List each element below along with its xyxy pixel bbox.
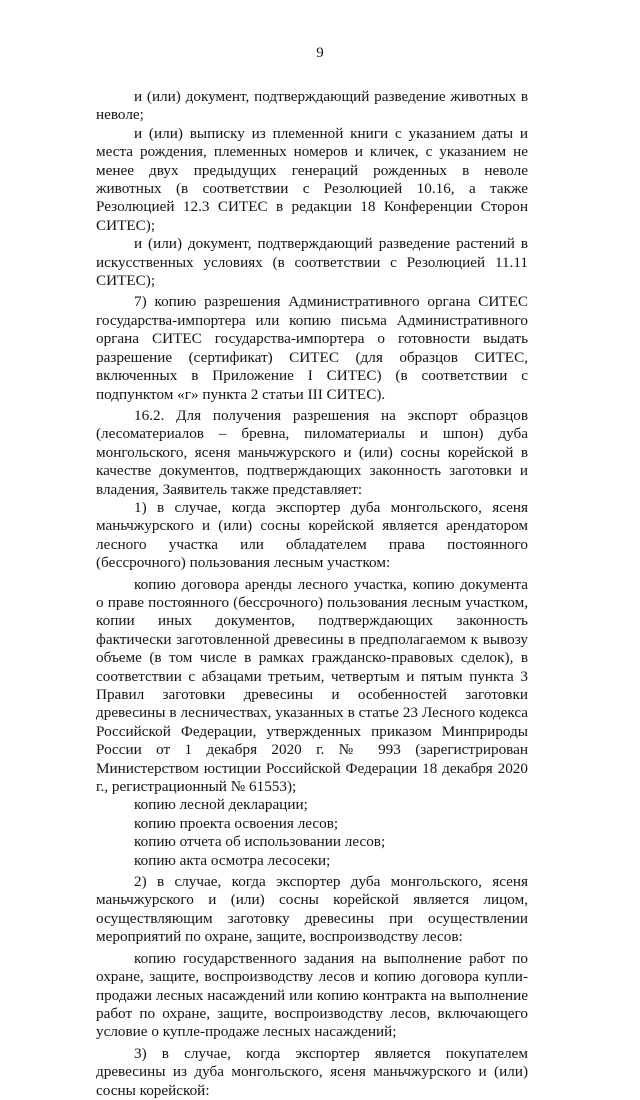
- paragraph-forest-declaration: копию лесной декларации;: [134, 796, 308, 814]
- paragraph-case-1: 1) в случае, когда экспортер дуба монгольского, ясеня маньчжурского и (или) сосны корейской является арендатором лесного участка или обладателем права постоянного (бессрочного) пользования лесным участком:: [96, 498, 528, 572]
- document-body: [96, 88, 528, 1100]
- paragraph-case-3: 3) в случае, когда экспортер является покупателем древесины из дуба монгольского, ясеня маньчжурского и (или) сосны корейской:: [96, 1044, 528, 1099]
- page-number: 9: [316, 45, 324, 61]
- paragraph-lease-agreement: копию договора аренды лесного участка, копию документа о праве постоянного (бессрочного) пользования лесным участком, копии иных документов, подтверждающих законность фактически заготовленной древесины в предполагаемом к вывозу объеме (в том числе в рамках гражданско-правовых сделок), в соответствии с абзацами третьим, четвертым и пятым пункта 3 Правил заготовки древесины и особенностей заготовки древесины в лесничествах, указанных в статье 23 Лесного кодекса Российской Федерации, утвержденных приказом Минприроды России от 1 декабря 2020 г. № 993 (зарегистрирован Министерством юстиции Российской Федерации 18 декабря 2020 г., регистрационный № 61553);: [96, 575, 528, 796]
- paragraph-case-2: 2) в случае, когда экспортер дуба монгольского, ясеня маньчжурского и (или) сосны корейской является лицом, осуществляющим заготовку древесины при осуществлении мероприятий по охране, защите, воспроизводству лесов:: [96, 873, 528, 946]
- paragraph-plants-document: и (или) документ, подтверждающий разведение растений в искусственных условиях (в соответствии с Резолюцией 11.11 СИТЕС);: [96, 235, 528, 290]
- paragraph-item-7: 7) копию разрешения Административного органа СИТЕС государства-импортера или копию письма Административного органа СИТЕС государства-импортера о готовности выдать разрешение (сертификат) СИТЕС (для образцов СИТЕС, включенных в Приложение I СИТЕС) (в соответствии с подпунктом «г» пункта 2 статьи III СИТЕС).: [96, 293, 528, 403]
- paragraph-forest-project: копию проекта освоения лесов;: [134, 814, 339, 832]
- paragraph-forest-report: копию отчета об использовании лесов;: [134, 833, 386, 851]
- paragraph-animals-document: и (или) документ, подтверждающий разведение животных в неволе;: [96, 88, 528, 124]
- paragraph-state-assignment: копию государственного задания на выполнение работ по охране, защите, воспроизводству лесов и копию договора купли-продажи лесных насаждений или копию контракта на выполнение работ по охране, защите, воспроизводству лесов, включающего условие о купле-продаже лесных насаждений;: [96, 949, 528, 1041]
- paragraph-stud-book-extract: и (или) выписку из племенной книги с указанием даты и места рождения, племенных номеров и кличек, с указанием не менее двух предыдущих генераций рожденных в неволе животных (в соответствии с Резолюцией 10.16, а также Резолюцией 12.3 СИТЕС в редакции 18 Конференции Сторон СИТЕС);: [96, 124, 528, 234]
- paragraph-inspection-act: копию акта осмотра лесосеки;: [134, 851, 331, 869]
- paragraph-16-2: 16.2. Для получения разрешения на экспорт образцов (лесоматериалов – бревна, пиломатериалы и шпон) дуба монгольского, ясеня маньчжурского и (или) сосны корейской в качестве документов, подтверждающих законность заготовки и владения, Заявитель также представляет:: [96, 406, 528, 498]
